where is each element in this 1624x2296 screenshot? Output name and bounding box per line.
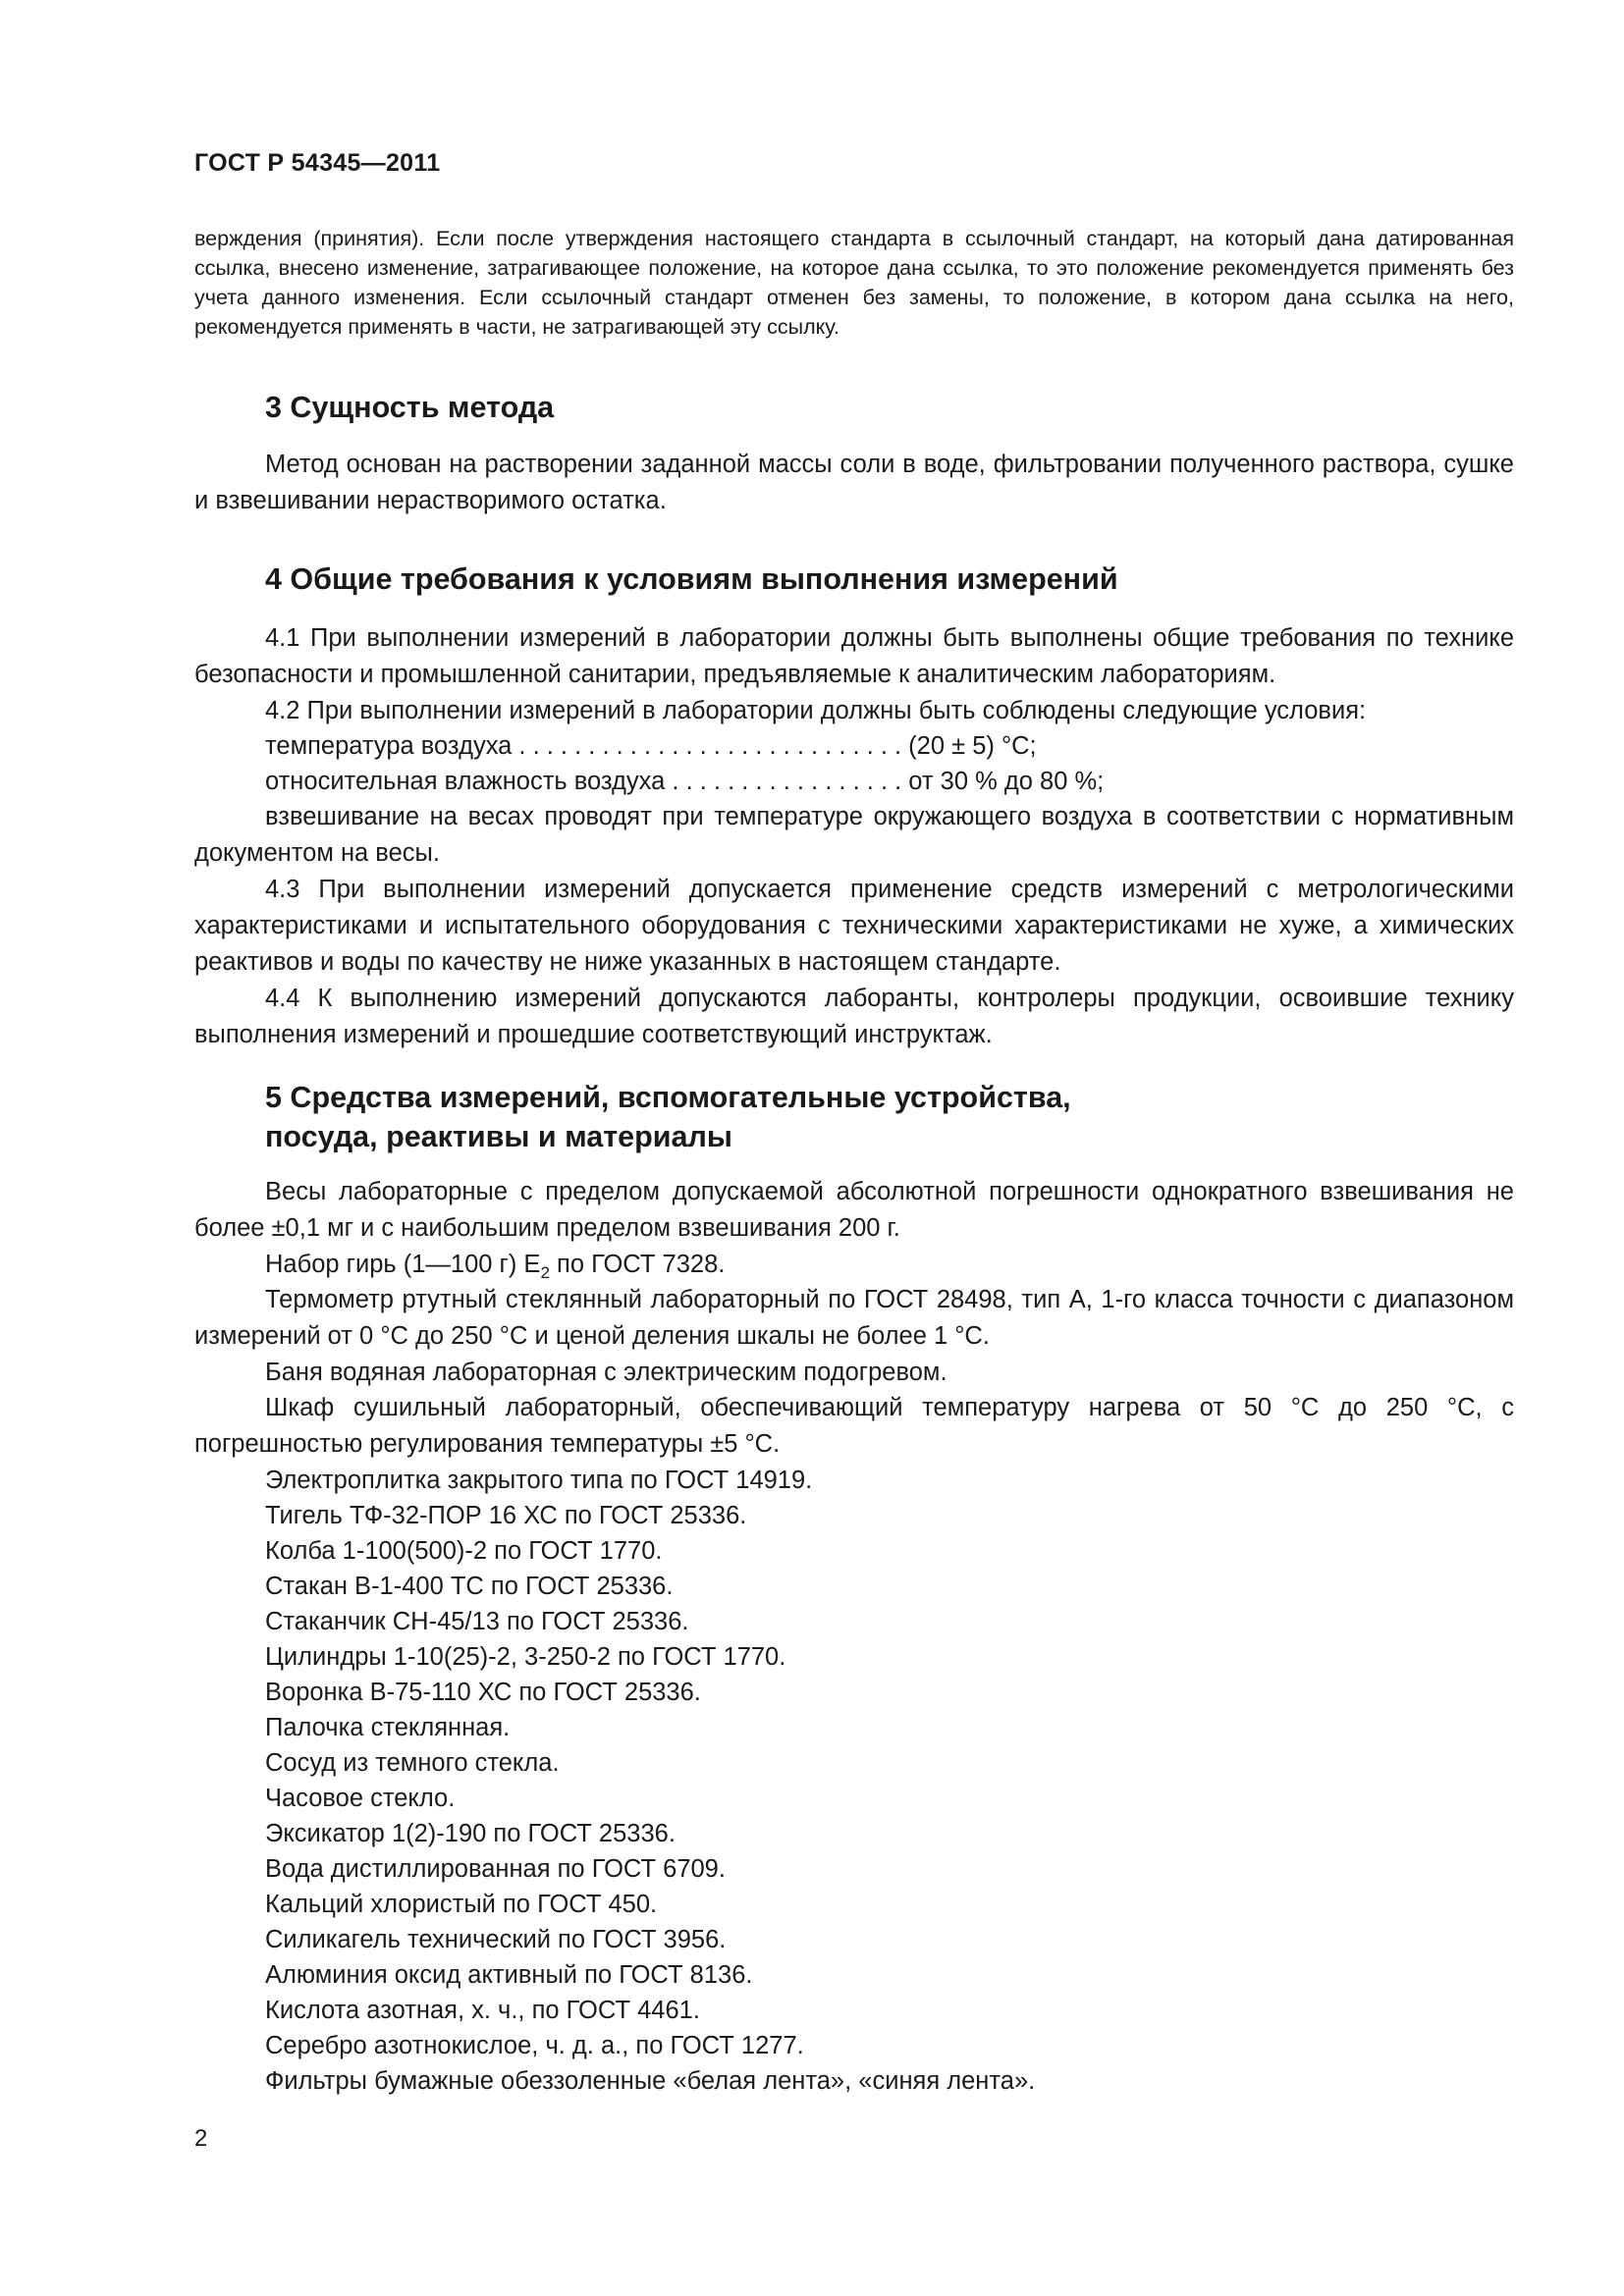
list-item: Воронка В-75-110 ХС по ГОСТ 25336. bbox=[265, 1679, 701, 1706]
document-header: ГОСТ Р 54345—2011 bbox=[194, 149, 441, 177]
section-4-heading-block bbox=[194, 560, 1514, 599]
section-3-heading-block bbox=[194, 388, 1514, 427]
equipment-water-bath: Баня водяная лабораторная с электрическим подогревом. bbox=[265, 1359, 947, 1386]
list-item: Серебро азотнокислое, ч. д. а., по ГОСТ 1277. bbox=[265, 2032, 804, 2059]
list-item: Электроплитка закрытого типа по ГОСТ 14919. bbox=[265, 1467, 813, 1494]
equipment-drying-oven: Шкаф сушильный лабораторный, обеспечивающий температуру нагрева от 50 °С до 250 °С, с погрешностью регулирования температуры ±5 °С. bbox=[194, 1394, 1514, 1458]
list-item: Кальций хлористый по ГОСТ 450. bbox=[265, 1891, 658, 1918]
list-item: Часовое стекло. bbox=[265, 1785, 456, 1812]
section-5-title-line-1: 5 Средства измерений, вспомогательные устройства, bbox=[265, 1081, 1071, 1114]
equipment-list bbox=[194, 1463, 1514, 2099]
clause-4-2-weighing: взвешивание на весах проводят при температуре окружающего воздуха в соответствии с нормативным документом на весы. bbox=[194, 803, 1514, 867]
section-4-body bbox=[194, 620, 1514, 1053]
list-item: Силикагель технический по ГОСТ 3956. bbox=[265, 1926, 727, 1953]
list-item: Фильтры бумажные обеззоленные «белая лента», «синяя лента». bbox=[265, 2067, 1036, 2095]
page-number: 2 bbox=[194, 2125, 208, 2152]
section-3-title: 3 Сущность метода bbox=[265, 391, 555, 424]
list-item: Вода дистиллированная по ГОСТ 6709. bbox=[265, 1855, 726, 1883]
list-item: Стакан В-1-400 ТС по ГОСТ 25336. bbox=[265, 1573, 674, 1600]
weights-class-subscript: 2 bbox=[540, 1263, 550, 1282]
equipment-weights bbox=[194, 1247, 1514, 1282]
section-5-heading-block bbox=[194, 1078, 1514, 1156]
list-item: Палочка стеклянная. bbox=[265, 1714, 511, 1741]
equipment-thermometer: Термометр ртутный стеклянный лабораторный по ГОСТ 28498, тип А, 1-го класса точности с диапазоном измерений от 0 °С до 250 °С и ценой деления шкалы не более 1 °С. bbox=[194, 1286, 1514, 1350]
list-item: Сосуд из темного стекла. bbox=[265, 1749, 560, 1777]
section-5-title-line-2: посуда, реактивы и материалы bbox=[265, 1120, 732, 1153]
list-item: Стаканчик СН-45/13 по ГОСТ 25336. bbox=[265, 1608, 689, 1635]
weights-text-end: по ГОСТ 7328. bbox=[549, 1251, 726, 1278]
section-3-paragraph: Метод основан на растворении заданной массы соли в воде, фильтровании полученного раствора, сушке и взвешивании нерастворимого остатка. bbox=[194, 451, 1514, 514]
clause-4-4: 4.4 К выполнению измерений допускаются лаборанты, контролеры продукции, освоившие технику выполнения измерений и прошедшие соответствующий инструктаж. bbox=[194, 985, 1514, 1048]
list-item: Эксикатор 1(2)-190 по ГОСТ 25336. bbox=[265, 1820, 676, 1847]
list-item: Алюминия оксид активный по ГОСТ 8136. bbox=[265, 1961, 753, 1989]
clause-4-1: 4.1 При выполнении измерений в лаборатории должны быть выполнены общие требования по технике безопасности и промышленной санитарии, предъявляемые к аналитическим лабораториям. bbox=[194, 624, 1514, 688]
list-item: Цилиндры 1-10(25)-2, 3-250-2 по ГОСТ 1770. bbox=[265, 1643, 786, 1671]
weights-text: Набор гирь (1—100 г) E bbox=[265, 1251, 541, 1278]
clause-4-3: 4.3 При выполнении измерений допускается применение средств измерений с метрологическими характеристиками и испытательного оборудования с техническими характеристиками не хуже, а химических реактивов и воды по качеству не ниже указанных в настоящем стандарте. bbox=[194, 876, 1514, 976]
list-item: Тигель ТФ-32-ПОР 16 ХС по ГОСТ 25336. bbox=[265, 1502, 747, 1529]
list-item: Кислота азотная, х. ч., по ГОСТ 4461. bbox=[265, 1997, 700, 2024]
intro-paragraph: верждения (принятия). Если после утверждения настоящего стандарта в ссылочный стандарт, на который дана датированная ссылка, внесено изменение, затрагивающее положение, на которое дана ссылка, то это положение рекомендуется применять без учета данного изменения. Если ссылочный стандарт отменен без замены, то положение, в котором дана ссылка на него, рекомендуется применять в части, не затрагивающей эту ссылку. bbox=[194, 227, 1514, 339]
section-5-body bbox=[194, 1174, 1514, 2099]
section-4-title: 4 Общие требования к условиям выполнения измерений bbox=[265, 562, 1118, 596]
clause-4-2: 4.2 При выполнении измерений в лаборатории должны быть соблюдены следующие условия: bbox=[265, 697, 1367, 724]
condition-air-temperature: температура воздуха . . . . . . . . . . . . . . . . . . . . . . . . . . . . (20 ± 5) °С; bbox=[265, 732, 1037, 760]
condition-relative-humidity: относительная влажность воздуха . . . . . . . . . . . . . . . . . от 30 % до 80 %; bbox=[265, 768, 1105, 795]
equipment-scales: Весы лабораторные с пределом допускаемой абсолютной погрешности однократного взвешивания не более ±0,1 мг и с наибольшим пределом взвешивания 200 г. bbox=[194, 1178, 1514, 1242]
intro-paragraph-block bbox=[194, 224, 1514, 342]
list-item: Колба 1-100(500)-2 по ГОСТ 1770. bbox=[265, 1537, 663, 1565]
section-3-body bbox=[194, 447, 1514, 519]
section-5-title bbox=[194, 1078, 1514, 1156]
